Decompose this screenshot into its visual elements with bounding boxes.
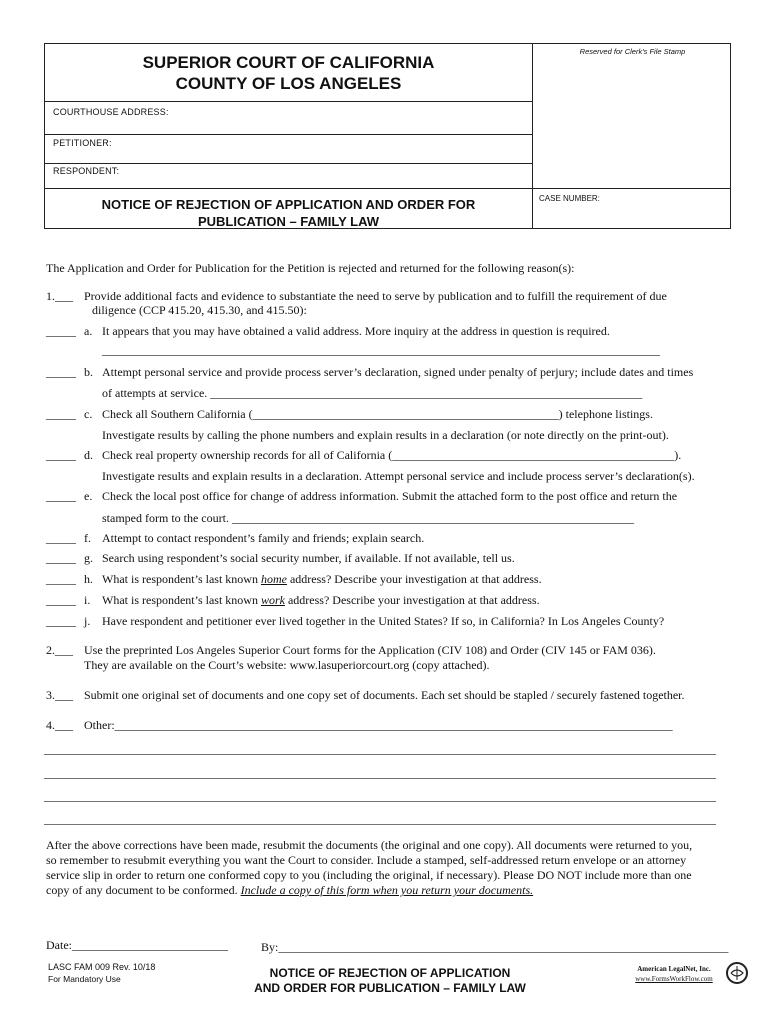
item-i-text-pre: What is respondent’s last known [102, 593, 261, 607]
item-g-text: Search using respondent’s social security number, if available. If not available, tell us. [102, 551, 515, 565]
notice-title [45, 196, 532, 230]
item-d-text: Check real property ownership records for all of California (_______________________________________________). [102, 448, 682, 462]
mandatory-use-label: For Mandatory Use [48, 974, 121, 984]
closing-text: After the above corrections have been made, resubmit the documents (the original and one copy). All documents were returned to you, [46, 838, 693, 852]
item-f-text: Attempt to contact respondent’s family and friends; explain search. [102, 531, 425, 545]
item-h-text-pre: What is respondent’s last known [102, 572, 261, 586]
intro-text: The Application and Order for Publication for the Petition is rejected and returned for the following reason(s): [46, 261, 575, 275]
item-c-checkbox[interactable]: _____ [46, 407, 76, 421]
item-g-letter: g. [84, 551, 93, 565]
item-e-text: Check the local post office for change of address information. Submit the attached form to the post office and return the [102, 489, 678, 503]
item-i-emphasis: work [260, 593, 285, 607]
item-f-letter: f. [84, 531, 91, 545]
caption-divider [532, 44, 533, 228]
item-e-checkbox[interactable]: _____ [46, 489, 76, 503]
divider [45, 134, 532, 135]
clerk-stamp-label: Reserved for Clerk's File Stamp [579, 47, 686, 56]
closing-text-pre: copy of any document to be conformed. [46, 883, 238, 897]
by-signature-field[interactable]: By:___________________________________________________________________________ [261, 940, 729, 954]
notice-title-line-2: PUBLICATION – FAMILY LAW [197, 214, 380, 229]
item-3-checkbox[interactable]: 3.___ [46, 688, 73, 702]
item-j-letter: j. [84, 614, 91, 628]
item-2-text: Use the preprinted Los Angeles Superior Court forms for the Application (CIV 108) and Order (CIV 145 or FAM 036). [84, 643, 656, 657]
item-h-letter: h. [84, 572, 93, 586]
item-i-checkbox[interactable]: _____ [46, 593, 76, 607]
date-field[interactable]: Date:__________________________ [46, 938, 228, 952]
divider [45, 188, 532, 189]
item-d-text-cont: Investigate results and explain results in a declaration. Attempt personal service and include process server’s declaration(s). [102, 469, 695, 483]
publisher-name: American LegalNet, Inc. [637, 965, 711, 973]
closing-text-last [46, 883, 533, 897]
item-a-letter: a. [84, 324, 93, 338]
item-b-fill-line[interactable]: of attempts at service. ________________________________________________________________________ [102, 386, 643, 400]
notice-title-line-1: NOTICE OF REJECTION OF APPLICATION AND ORDER FOR [101, 197, 476, 212]
divider [532, 188, 730, 189]
court-line-1: SUPERIOR COURT OF CALIFORNIA [142, 53, 435, 72]
item-4-checkbox[interactable]: 4.___ [46, 718, 73, 732]
case-number-field[interactable]: CASE NUMBER: [539, 194, 600, 203]
respondent-field[interactable]: RESPONDENT: [53, 166, 120, 176]
item-2-checkbox[interactable]: 2.___ [46, 643, 73, 657]
other-fill-line[interactable]: ________________________________________________________________________________________________________________ [44, 812, 716, 826]
item-h-text-post: address? Describe your investigation at that address. [286, 572, 542, 586]
divider [45, 163, 532, 164]
item-b-text: Attempt personal service and provide process server’s declaration, signed under penalty of perjury; include dates and times [102, 365, 694, 379]
publisher-url[interactable]: www.FormsWorkFlow.com [635, 975, 713, 983]
item-a-fill-line[interactable]: _____________________________________________________________________________________________ [102, 343, 660, 357]
item-h-text [102, 572, 542, 586]
item-a-checkbox[interactable]: _____ [46, 324, 76, 338]
footer-title [230, 966, 550, 996]
item-2-text-cont: They are available on the Court’s website: www.lasuperiorcourt.org (copy attached). [84, 658, 490, 672]
publisher-logo [630, 960, 750, 994]
item-d-letter: d. [84, 448, 93, 462]
court-name [45, 52, 532, 94]
other-fill-line[interactable]: ________________________________________________________________________________________________________________ [44, 789, 716, 803]
item-e-letter: e. [84, 489, 93, 503]
divider [45, 101, 532, 102]
other-fill-line[interactable]: ________________________________________________________________________________________________________________ [44, 742, 716, 756]
item-j-checkbox[interactable]: _____ [46, 614, 76, 628]
item-c-text-cont: Investigate results by calling the phone numbers and explain results in a declaration (or note directly on the print-out). [102, 428, 669, 442]
item-f-checkbox[interactable]: _____ [46, 531, 76, 545]
item-1-text-cont: diligence (CCP 415.20, 415.30, and 415.50): [92, 303, 307, 317]
footer-title-line-2: AND ORDER FOR PUBLICATION – FAMILY LAW [254, 981, 526, 995]
item-h-checkbox[interactable]: _____ [46, 572, 76, 586]
item-1-text: Provide additional facts and evidence to substantiate the need to serve by publication and to fulfill the requirement of due [84, 289, 667, 303]
item-c-text: Check all Southern California (___________________________________________________) telephone listings. [102, 407, 653, 421]
item-c-letter: c. [84, 407, 93, 421]
petitioner-field[interactable]: PETITIONER: [53, 138, 112, 148]
item-i-text-post: address? Describe your investigation at that address. [284, 593, 540, 607]
caption-box [44, 43, 731, 229]
item-1-checkbox[interactable]: 1.___ [46, 289, 73, 303]
other-fill-line[interactable]: ________________________________________________________________________________________________________________ [44, 766, 716, 780]
item-i-text [102, 593, 540, 607]
form-id: LASC FAM 009 Rev. 10/18 [48, 962, 156, 972]
item-g-checkbox[interactable]: _____ [46, 551, 76, 565]
item-e-fill-line[interactable]: stamped form to the court. ___________________________________________________________________ [102, 511, 634, 525]
item-b-checkbox[interactable]: _____ [46, 365, 76, 379]
item-3-text: Submit one original set of documents and one copy set of documents. Each set should be stapled / securely fastened together. [84, 688, 685, 702]
footer-title-line-1: NOTICE OF REJECTION OF APPLICATION [269, 966, 511, 980]
closing-emphasis: Include a copy of this form when you return your documents. [240, 883, 534, 897]
item-j-text: Have respondent and petitioner ever lived together in the United States? If so, in California? In Los Angeles County? [102, 614, 665, 628]
item-d-checkbox[interactable]: _____ [46, 448, 76, 462]
item-a-text: It appears that you may have obtained a valid address. More inquiry at the address in question is required. [102, 324, 610, 338]
closing-text: so remember to resubmit everything you want the Court to consider. Include a stamped, self-addressed return envelope or an attorney [46, 853, 687, 867]
item-i-letter: i. [84, 593, 91, 607]
item-b-letter: b. [84, 365, 93, 379]
courthouse-address-field[interactable]: COURTHOUSE ADDRESS: [53, 107, 169, 117]
globe-icon [726, 962, 748, 984]
closing-text: service slip in order to return one conformed copy to you (including the original, if necessary). Please DO NOT include more than one [46, 868, 692, 882]
publisher-logo-text [630, 964, 718, 984]
court-line-2: COUNTY OF LOS ANGELES [175, 74, 402, 93]
item-4-other-field[interactable]: Other:_____________________________________________________________________________________________ [84, 718, 673, 732]
item-h-emphasis: home [260, 572, 287, 586]
